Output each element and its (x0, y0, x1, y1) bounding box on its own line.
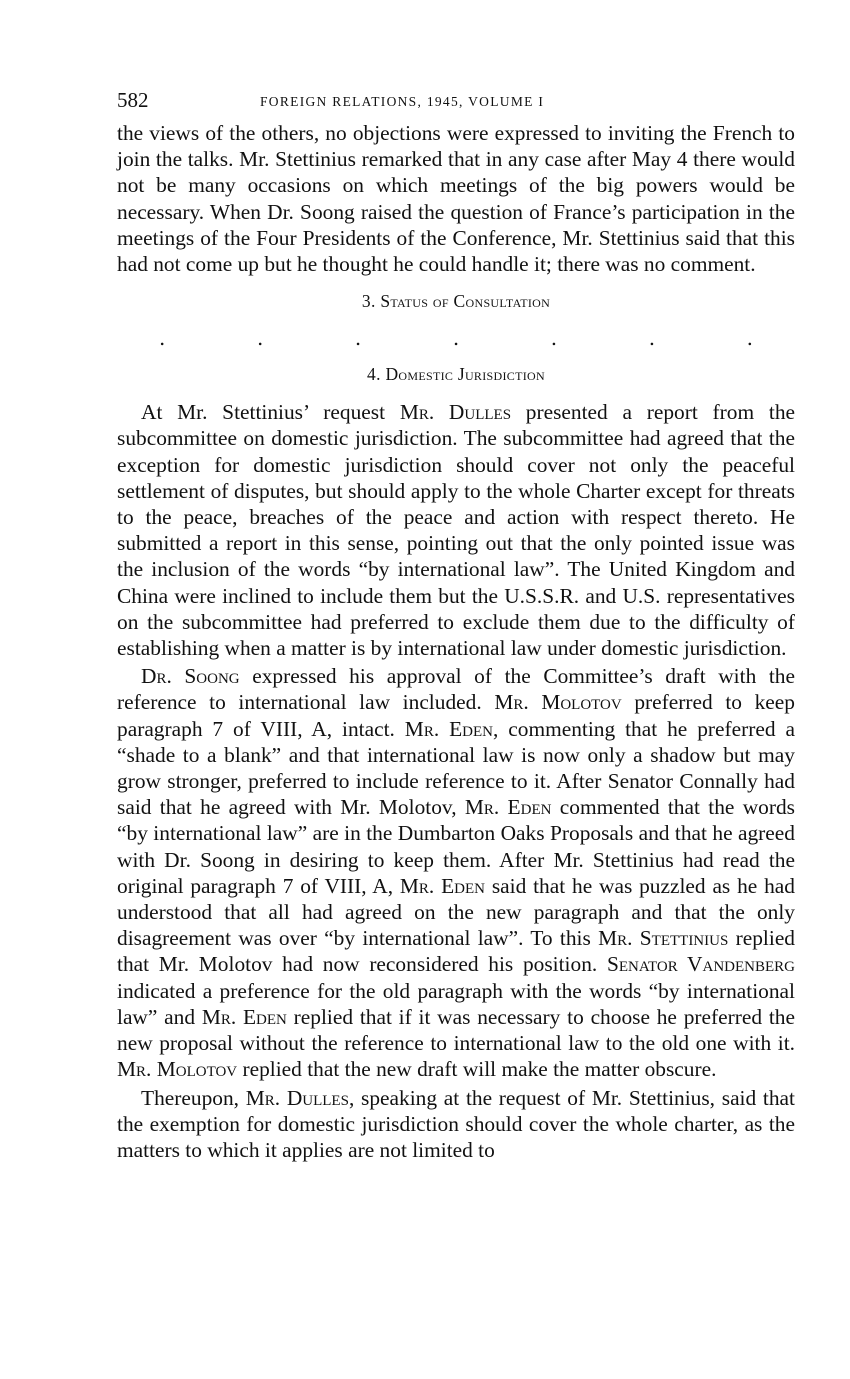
speaker-name: Mr. Stettinius (598, 926, 729, 951)
speaker-name: Mr. Eden (464, 795, 552, 820)
text-run: , commenting that he preferred a “shade to a blank” and that international law is now only a shadow but may grow stronger, preferred to include reference to it. After Senator Connally had said that he agreed with Mr. Molotov, (117, 716, 795, 820)
speaker-name: Senator Vandenberg (606, 952, 796, 977)
paragraph-dulles-exemption (117, 1085, 795, 1164)
page-number: 582 (117, 88, 149, 112)
text-run: presented a report from the subcommittee on domestic jurisdiction. The subcommittee had agreed that the exception for domestic jurisdiction should cover not only the peaceful settlement of disputes, but should apply to the whole Charter except for threats to the peace, breaches of the peace and action with respect thereto. He submitted a report in this sense, pointing out that the only pointed issue was the inclusion of the words “by international law”. The United Kingdom and China were inclined to include them but the U.S.S.R. and U.S. representatives on the subcommittee had preferred to exclude them due to the difficulty of establishing when a matter is by international law under domestic jurisdiction. (117, 400, 796, 661)
paragraph-continuation: the views of the others, no objections were expressed to inviting the French to join the talks. Mr. Stettinius remarked that in any case after May 4 there would not be many occasions on which meetings of the big powers would be necessary. When Dr. Soong raised the question of France’s participation in the meetings of the Four Presidents of the Conference, Mr. Stettinius said that this had not come up but he thought he could handle it; there was no comment. (117, 121, 795, 277)
speaker-name: Mr. Molotov (117, 1057, 238, 1082)
text-run: indicated a preference for the old paragraph with the words “by international law” and (117, 978, 795, 1029)
paragraph-dulles-report (117, 399, 795, 661)
text-run: replied that the new draft will make the matter obscure. (237, 1057, 717, 1082)
page-header (117, 88, 795, 120)
section-title: Domestic Jurisdiction (385, 364, 545, 385)
ellipsis-dot: . (159, 326, 166, 351)
text-run: replied that if it was necessary to choose he preferred the new proposal without the reference to international law to the old one with it. (117, 1004, 795, 1056)
text-run: expressed his approval of the Committee’s draft with the reference to international law included. (117, 664, 796, 715)
speaker-name: Mr. Molotov (494, 690, 622, 715)
paragraph-discussion (117, 663, 795, 1082)
section-heading-domestic-jurisdiction (117, 364, 795, 385)
omission-ellipsis (117, 326, 795, 350)
speaker-name: Dr. Soong (141, 664, 240, 689)
text-run: Thereupon, (141, 1085, 246, 1110)
section-heading-status-of-consultation (117, 291, 795, 312)
ellipsis-dot: . (648, 326, 656, 351)
text-run: , speaking at the request of Mr. Stettinius, said that the exemption for domestic jurisdiction should cover the whole charter, as the matters to which it applies are not limited to (117, 1085, 795, 1162)
text-run: commented that the words “by international law” are in the Dumbarton Oaks Proposals and that he agreed with Dr. Soong in desiring to keep them. After Mr. Stettinius had read the original paragraph 7 of VIII, A, (117, 795, 795, 898)
speaker-name: Mr. Eden (201, 1004, 287, 1029)
ellipsis-dot: . (452, 326, 460, 351)
speaker-name: Mr. Eden (399, 873, 485, 898)
text-run: At Mr. Stettinius’ request (141, 400, 400, 425)
speaker-name: Mr. Dulles (245, 1085, 349, 1110)
section-number: 4. (367, 364, 381, 385)
text-run: preferred to keep paragraph 7 of VIII, A, intact. (117, 690, 795, 741)
speaker-name: Mr. Eden (404, 716, 493, 741)
section-title: Status of Consultation (380, 291, 551, 312)
text-run: said that he was puzzled as he had understood that all had agreed on the new paragraph and that the only disagreement was over “by international law”. To this (117, 873, 795, 951)
running-head: FOREIGN RELATIONS, 1945, VOLUME I (260, 94, 545, 109)
document-page (117, 88, 796, 1163)
speaker-name: Mr. Dulles (399, 400, 512, 425)
ellipsis-dot: . (550, 326, 558, 351)
ellipsis-dot: . (746, 326, 753, 351)
ellipsis-dot: . (256, 326, 264, 351)
text-run: replied that Mr. Molotov had now reconsidered his position. (117, 926, 796, 977)
ellipsis-dot: . (354, 326, 362, 351)
section-number: 3. (361, 291, 376, 312)
